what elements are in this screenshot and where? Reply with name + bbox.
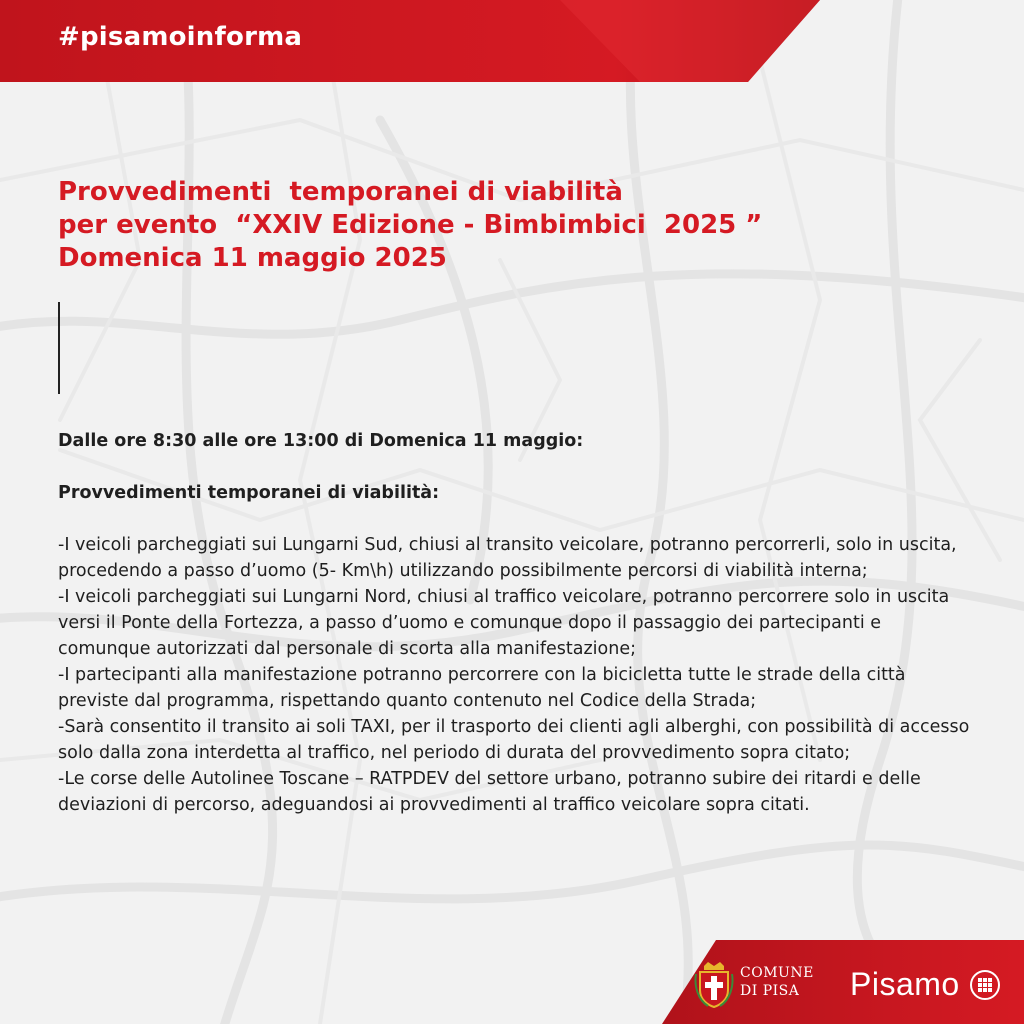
measure-paragraph: -I partecipanti alla manifestazione potranno percorrere con la bicicletta tutte le strade della città previste dal programma, rispettando quanto contenuto nel Codice della Strada; xyxy=(58,665,906,711)
title-line-1: Provvedimenti temporanei di viabilità xyxy=(58,177,623,207)
measure-paragraph: -I veicoli parcheggiati sui Lungarni Sud, chiusi al transito veicolare, potranno percorrerli, solo in uscita, procedendo a passo d’uomo (5- Km\h) utilizzando possibilmente percorsi di viabilità interna; xyxy=(58,535,957,581)
pisa-crest-icon xyxy=(694,960,734,1008)
measure-paragraph: -I veicoli parcheggiati sui Lungarni Nord, chiusi al traffico veicolare, potranno percorrere solo in uscita versi il Ponte della Fortezza, a passo d’uomo e comunque dopo il passaggio dei partecipanti e comunque autorizzati dal personale di scorta alla manifestazione; xyxy=(58,587,950,659)
pisamo-logo xyxy=(850,966,1000,1006)
notice-body xyxy=(58,428,978,818)
title-line-2: per evento “XXIV Edizione - Bimbimbici 2025 ” xyxy=(58,210,763,240)
vertical-divider xyxy=(58,302,60,394)
measures-heading: Provvedimenti temporanei di viabilità: xyxy=(58,483,440,503)
measure-paragraph: -Sarà consentito il transito ai soli TAXI, per il trasporto dei clienti agli alberghi, con possibilità di accesso solo dalla zona interdetta al traffico, nel periodo di durata del provvedimento sopra citato; xyxy=(58,717,970,763)
pisamo-grid-icon xyxy=(970,970,1000,1000)
title-line-3: Domenica 11 maggio 2025 xyxy=(58,243,447,273)
comune-line-2: DI PISA xyxy=(740,983,800,999)
comune-di-pisa-logo xyxy=(694,960,834,1008)
comune-line-1: COMUNE xyxy=(740,965,814,981)
hashtag-label: #pisamoinforma xyxy=(58,22,303,52)
measure-paragraph: -Le corse delle Autolinee Toscane – RATPDEV del settore urbano, potranno subire dei ritardi e delle deviazioni di percorso, adeguandosi ai provvedimenti al traffico veicolare sopra citati. xyxy=(58,769,921,815)
page-title xyxy=(58,176,958,275)
time-range-heading: Dalle ore 8:30 alle ore 13:00 di Domenica 11 maggio: xyxy=(58,431,584,451)
pisamo-wordmark: Pisamo xyxy=(850,966,960,1002)
